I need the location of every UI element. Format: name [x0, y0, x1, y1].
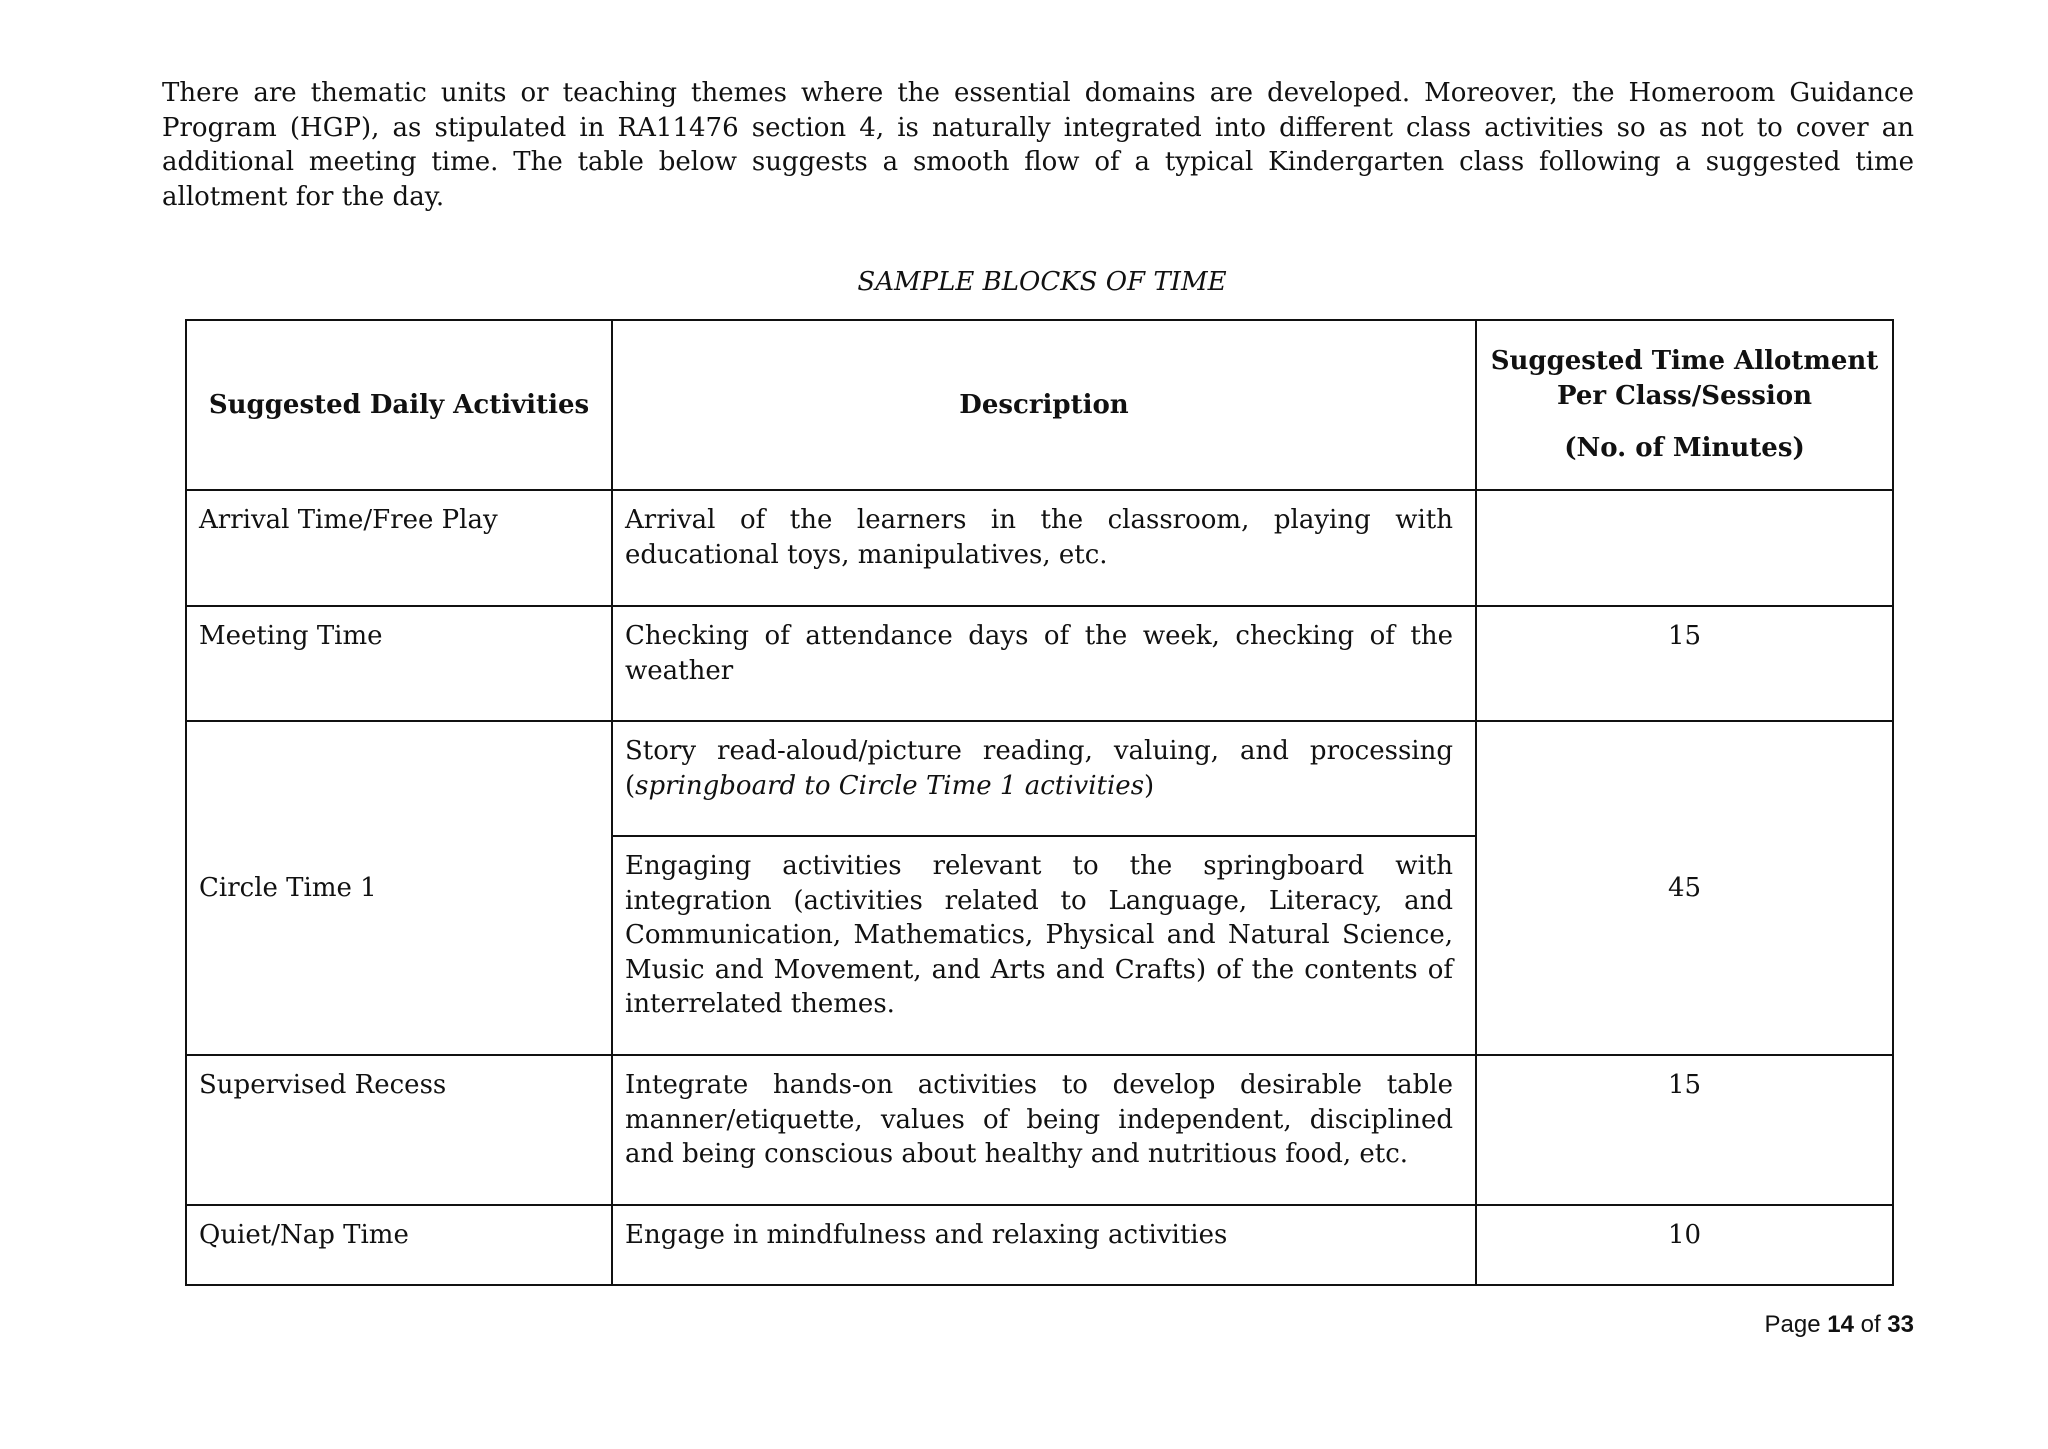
description-cell: Arrival of the learners in the classroom, playing with educational toys, manipulatives, etc.: [612, 490, 1476, 606]
header-time-allotment-title: Suggested Time Allotment Per Class/Session: [1490, 346, 1879, 411]
description-italic-text: springboard to Circle Time 1 activities: [635, 770, 1145, 801]
minutes-cell: [1476, 490, 1893, 606]
activity-cell: Supervised Recess: [186, 1055, 612, 1205]
description-text: Story read-aloud/picture reading, valuing, and processing (: [625, 736, 1453, 801]
activity-cell: Meeting Time: [186, 606, 612, 721]
activity-cell: Circle Time 1: [186, 721, 612, 1055]
description-cell: Engage in mindfulness and relaxing activities: [612, 1205, 1476, 1285]
description-cell: Integrate hands-on activities to develop desirable table manner/etiquette, values of being independent, disciplined and being conscious about healthy and nutritious food, etc.: [612, 1055, 1476, 1205]
table-row: [186, 606, 1893, 721]
header-description: Description: [612, 320, 1476, 490]
minutes-cell: 10: [1476, 1205, 1893, 1285]
table-row: [186, 721, 1893, 836]
minutes-cell: 45: [1476, 721, 1893, 1055]
header-time-allotment: [1476, 320, 1893, 490]
page-footer: [1765, 1310, 1915, 1340]
intro-paragraph: There are thematic units or teaching themes where the essential domains are developed. Moreover, the Homeroom Guidance Program (HGP), as stipulated in RA11476 section 4, is naturally integrated into different class activities so as not to cover an additional meeting time. The table below suggests a smooth flow of a typical Kindergarten class following a suggested time allotment for the day.: [162, 78, 1914, 212]
table-header-row: [186, 320, 1893, 490]
table-row: [186, 1055, 1893, 1205]
time-blocks-table: [185, 319, 1894, 1286]
page-label: Page: [1764, 1311, 1821, 1338]
table-caption: SAMPLE BLOCKS OF TIME: [857, 267, 1227, 297]
table-row: [186, 1205, 1893, 1285]
description-text: ): [1144, 770, 1155, 801]
activity-cell: Arrival Time/Free Play: [186, 490, 612, 606]
description-cell: [612, 721, 1476, 836]
of-label: of: [1860, 1311, 1881, 1338]
activity-cell: Quiet/Nap Time: [186, 1205, 612, 1285]
page-total: 33: [1887, 1311, 1914, 1338]
table-row: [186, 490, 1893, 606]
minutes-cell: 15: [1476, 1055, 1893, 1205]
description-cell: Engaging activities relevant to the springboard with integration (activities related to Language, Literacy, and Communication, Mathematics, Physical and Natural Science, Music and Movement, and Arts and Crafts) of the contents of interrelated themes.: [612, 836, 1476, 1055]
header-activities: Suggested Daily Activities: [186, 320, 612, 490]
page-number: 14: [1827, 1311, 1854, 1338]
header-time-allotment-unit: (No. of Minutes): [1564, 433, 1805, 464]
minutes-cell: 15: [1476, 606, 1893, 721]
description-cell: Checking of attendance days of the week, checking of the weather: [612, 606, 1476, 721]
